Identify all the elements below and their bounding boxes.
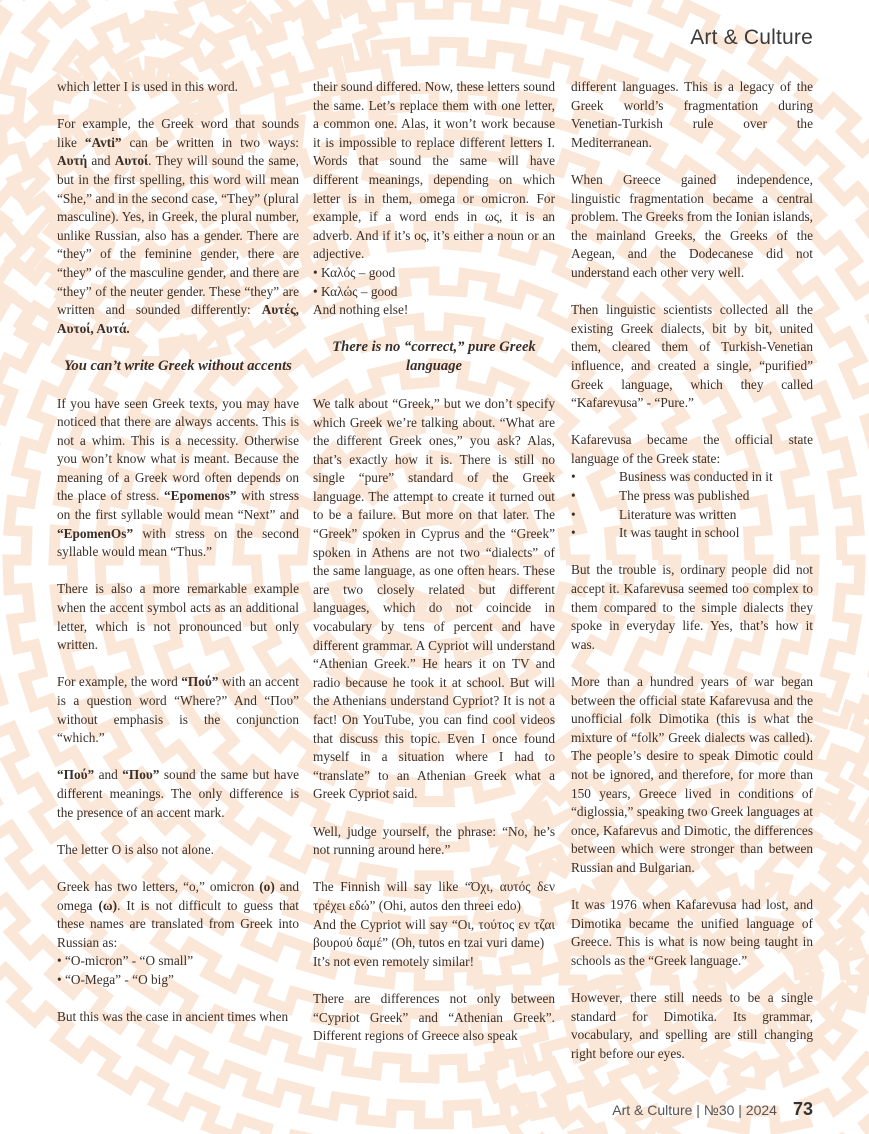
paragraph: Then linguistic scientists collected all the existing Greek dialects, bit by bit, united them, cleared them of Turkish-Venetian influence, and created a single, “purified” Greek language, which they called “Kafarevusa” - “Pure.” xyxy=(571,302,813,411)
column-1 xyxy=(57,78,299,1045)
column-3 xyxy=(571,78,813,1082)
list-item: • The press was published xyxy=(571,488,750,504)
paragraph: But the trouble is, ordinary people did not accept it. Kafarevusa seemed too complex to them compared to the simple dialects they spoke in everyday life. Yes, that’s how it was. xyxy=(571,562,813,652)
paragraph: The letter O is also not alone. xyxy=(57,841,214,857)
paragraph: If you have seen Greek texts, you may have noticed that there are always accents. This is not a whim. This is a necessity. Otherwise you won’t know what is meant. Because the meaning of a Greek word often depends on the place of stress. “Epomenos” with stress on the first syllable would mean “Next” and “EpomenOs” with stress on the second syllable would mean “Thus.” xyxy=(57,395,299,560)
bullet-list xyxy=(571,468,813,542)
list-item: • It was taught in school xyxy=(571,525,740,541)
paragraph: For example, the Greek word that sounds like “Avti” can be written in two ways: Αυτή and Αυτοί. They will sound the same, but in the first spelling, this word will mean “She,” and in the second case, “They” (plural masculine). Yes, in Greek, the plural number, unlike Russian, also has a gender. There are “they” of the feminine gender, there are “they” of the masculine gender, and there are “they” of the neuter gender. These “they” are written and sounded differently: Αυτές, Αυτοί, Αυτά. xyxy=(57,116,300,336)
column-2 xyxy=(313,78,555,1064)
paragraph: “Πού” and “Που” sound the same but have different meanings. The only difference is the presence of an accent mark. xyxy=(57,767,299,820)
paragraph: It’s not even remotely similar! xyxy=(313,953,474,969)
list-item: • “O-Mega” - “O big” xyxy=(57,971,174,987)
paragraph: We talk about “Greek,” but we don’t specify which Greek we’re talking about. “What are the different Greek ones,” you ask? Alas, that’s exactly how it is. There is still no single “pure” standard of the Greek language. The attempt to create it turned out to be a failure. But more on that later. The “Greek” spoken in Cyprus and the “Greek” spoken in Athens are not two “dialects” of the same language, as one often hears. These are two closely related but different languages, which do not coincide in vocabulary by tens of percent and have different grammar. A Cypriot will understand “Athenian Greek.” He hears it on TV and radio because he took it at school. But will the Athenians understand Cypriot? It is not a fact! On YouTube, you can find cool videos that discuss this topic. Even I once found myself in a situation where I had to “translate” to an Athenian Greek what a Greek Cypriot said. xyxy=(313,395,555,802)
paragraph: However, there still needs to be a single standard for Dimotika. Its grammar, vocabulary, and spelling are still changing right before our eyes. xyxy=(571,990,813,1061)
page-footer xyxy=(612,1099,813,1120)
list-item: • Καλώς – good xyxy=(313,283,398,299)
subheading: You can’t write Greek without accents xyxy=(64,357,292,374)
magazine-issue: Art & Culture | №30 | 2024 xyxy=(612,1102,777,1118)
paragraph: When Greece gained independence, linguistic fragmentation became a central problem. The Greeks from the Ionian islands, the mainland Greeks, the Greeks of the Aegean, and the Dodecanese did not understand each other very well. xyxy=(571,171,813,280)
list xyxy=(313,264,555,301)
paragraph: Greek has two letters, “o,” omicron (ο) and omega (ω). It is not difficult to guess that these names are translated from Greek into Russian as: xyxy=(57,878,299,950)
paragraph: Well, judge yourself, the phrase: “No, he’s not running around here.” xyxy=(313,823,555,858)
paragraph: which letter I is used in this word. xyxy=(57,79,238,94)
paragraph: But this was the case in ancient times when xyxy=(57,1009,289,1025)
paragraph: More than a hundred years of war began between the official state Kafarevusa and the unofficial folk Dimotika (this is what the mixture of “folk” Greek dialects was called). The people’s desire to speak Dimotic could not be ignored, and therefore, for more than 150 years, Greece lived in conditions of “diglossia,” speaking two Greek languages at once, Kafarevus and Dimotic, the differences between which were stronger than between Russian and Bulgarian. xyxy=(571,674,813,875)
paragraph: For example, the word “Πού” with an accent is a question word “Where?” And “Που” without emphasis is the conjunction “which.” xyxy=(57,674,299,746)
list-item: • “O-micron” - “O small” xyxy=(57,953,194,969)
paragraph: their sound differed. Now, these letters sound the same. Let’s replace them with one letter, a common one. Alas, it won’t work because it is impossible to replace different letters I. Words that sound the same will have different meanings, depending on which letter is in them, omega or omicron. For example, if a word ends in ως, it is an adverb. And if it’s ος, it’s either a noun or an adjective. xyxy=(313,79,555,262)
paragraph: Kafarevusa became the official state language of the Greek state: xyxy=(571,432,813,466)
list xyxy=(57,952,299,989)
paragraph: There are differences not only between “Cypriot Greek” and “Athenian Greek”. Different regions of Greece also speak xyxy=(313,990,555,1044)
paragraph: And nothing else! xyxy=(313,302,409,318)
paragraph: And the Cypriot will say “Οι, τούτος εν τζαι βουρού δαμέ” (Oh, tutos en tzai vuri dame) xyxy=(313,916,555,951)
page-number: 73 xyxy=(792,1099,813,1119)
paragraph: different languages. This is a legacy of the Greek world’s fragmentation during Venetian-Turkish rule over the Mediterranean. xyxy=(571,79,813,150)
subheading: There is no “correct,” pure Greek language xyxy=(332,339,536,375)
section-header: Art & Culture xyxy=(690,26,813,49)
list-item: • Business was conducted in it xyxy=(571,469,773,485)
paragraph: It was 1976 when Kafarevusa had lost, and Dimotika became the unified language of Greece. This is what is now being taught in schools as the “Greek language.” xyxy=(571,897,813,968)
list-item: • Καλός – good xyxy=(313,264,396,280)
list-item: • Literature was written xyxy=(571,506,737,522)
paragraph: The Finnish will say like “Όχι, αυτός δεν τρέχει εδώ” (Ohi, autos den threei edo) xyxy=(313,879,555,913)
paragraph: There is also a more remarkable example when the accent symbol acts as an additional letter, which is not pronounced but only written. xyxy=(57,581,299,653)
